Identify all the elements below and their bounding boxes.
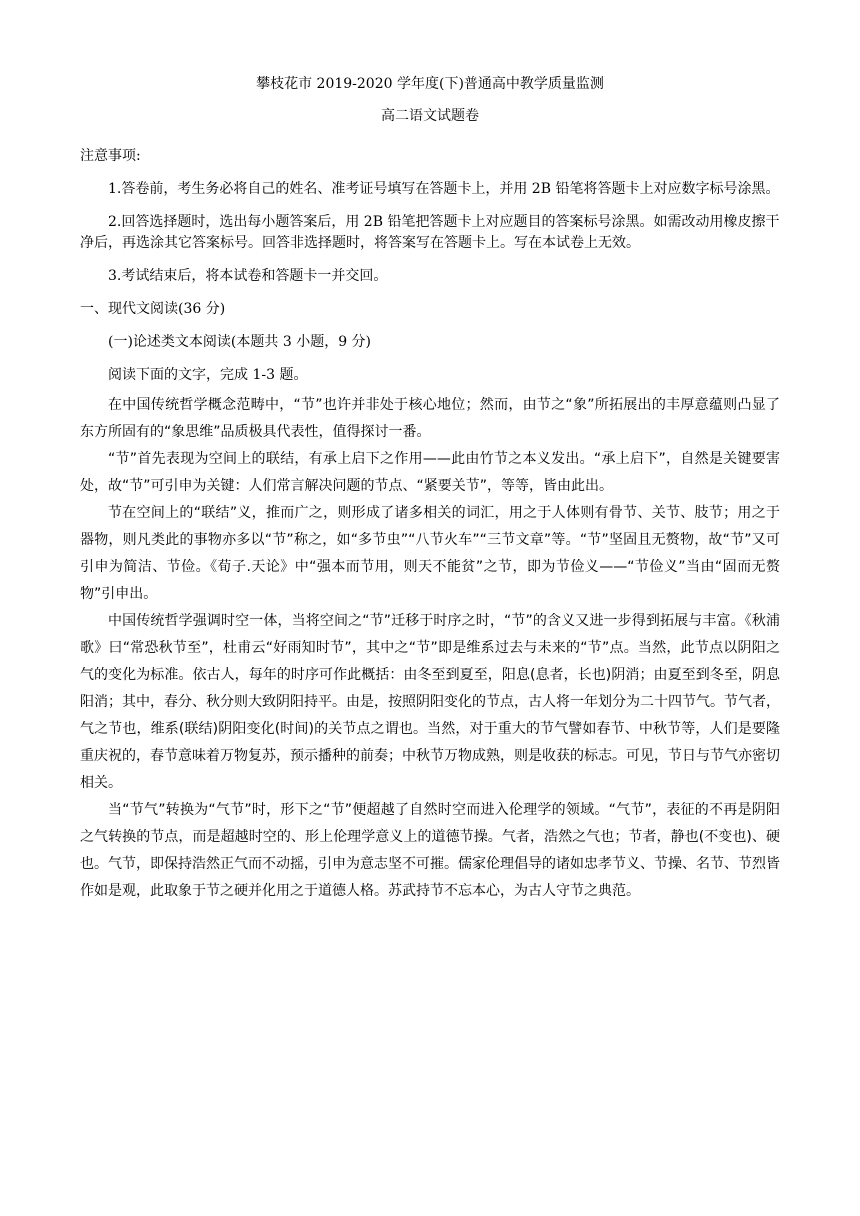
notice-item-2: 2.回答选择题时，选出每小题答案后，用 2B 铅笔把答题卡上对应题目的答案标号涂黑。如需改动用橡皮擦干净后，再选涂其它答案标号。回答非选择题时，将答案写在答题卡上。写在本试卷上无效。 — [80, 214, 780, 251]
section-instruction: 阅读下面的文字，完成 1-3 题。 — [108, 367, 308, 383]
notice-item-3: 3.考试结束后，将本试卷和答题卡一并交回。 — [108, 268, 388, 284]
notice-heading: 注意事项: — [80, 148, 141, 164]
article-paragraph: “节”首先表现为空间上的联结，有承上启下之作用——此由竹节之本义发出。“承上启下”，自然是关键要害处，故“节”可引申为关键：人们常言解决问题的节点、“紧要关节”，等等，皆由此出。 — [80, 451, 780, 494]
exam-content — [80, 140, 780, 905]
section-heading: 一、现代文阅读(36 分) — [80, 301, 226, 317]
article-paragraph: 中国传统哲学强调时空一体，当将空间之“节”迁移于时序之时，“节”的含义又进一步得到拓展与丰富。《秋浦歌》曰“常恐秋节至”，杜甫云“好雨知时节”，其中之“节”即是维系过去与未来的“节”点。当然，此节点以阴阳之气的变化为标准。依古人，每年的时序可作此概括：由冬至到夏至，阳息(息者，长也)阴消；由夏至到冬至，阴息阳消；其中，春分、秋分则大致阴阳持平。由是，按照阴阳变化的节点，古人将一年划分为二十四节气。节气者，气之节也，维系(联结)阴阳变化(时间)的关节点之谓也。当然，对于重大的节气譬如春节、中秋节等，人们是要隆重庆祝的，春节意味着万物复苏，预示播种的前奏；中秋节万物成熟，则是收获的标志。可见，节日与节气亦密切相关。 — [80, 613, 780, 791]
section-subheading: (一)论述类文本阅读(本题共 3 小题，9 分) — [108, 334, 372, 350]
exam-subtitle: 高二语文试题卷 — [381, 108, 479, 124]
article-paragraph: 节在空间上的“联结”义，推而广之，则形成了诸多相关的词汇，用之于人体则有骨节、关节、肢节；用之于器物，则凡类此的事物亦多以“节”称之，如“多节虫”“八节火车”“三节文章”等。“节”坚固且无赘物，故“节”又可引申为简洁、节俭。《荀子.天论》中“强本而节用，则天不能贫”之节，即为节俭义——“节俭义”当由“固而无赘物”引申出。 — [80, 505, 780, 602]
exam-title: 攀枝花市 2019-2020 学年度(下)普通高中教学质量监测 — [256, 76, 604, 92]
notice-item-1: 1.答卷前，考生务必将自己的姓名、准考证号填写在答题卡上，并用 2B 铅笔将答题卡上对应数字标号涂黑。 — [108, 181, 780, 197]
article-paragraph: 当“节气”转换为“气节”时，形下之“节”便超越了自然时空而进入伦理学的领域。“气节”，表征的不再是阴阳之气转换的节点，而是超越时空的、形上伦理学意义上的道德节操。气者，浩然之气也；节者，静也(不变也)、硬也。气节，即保持浩然正气而不动摇，引申为意志坚不可摧。儒家伦理倡导的诸如忠孝节义、节操、名节、节烈皆作如是观，此取象于节之硬并化用之于道德人格。苏武持节不忘本心，为古人守节之典范。 — [80, 802, 780, 899]
article-paragraph: 在中国传统哲学概念范畴中，“节”也许并非处于核心地位；然而，由节之“象”所拓展出的丰厚意蕴则凸显了东方所固有的“象思维”品质极具代表性，值得探讨一番。 — [80, 397, 780, 440]
